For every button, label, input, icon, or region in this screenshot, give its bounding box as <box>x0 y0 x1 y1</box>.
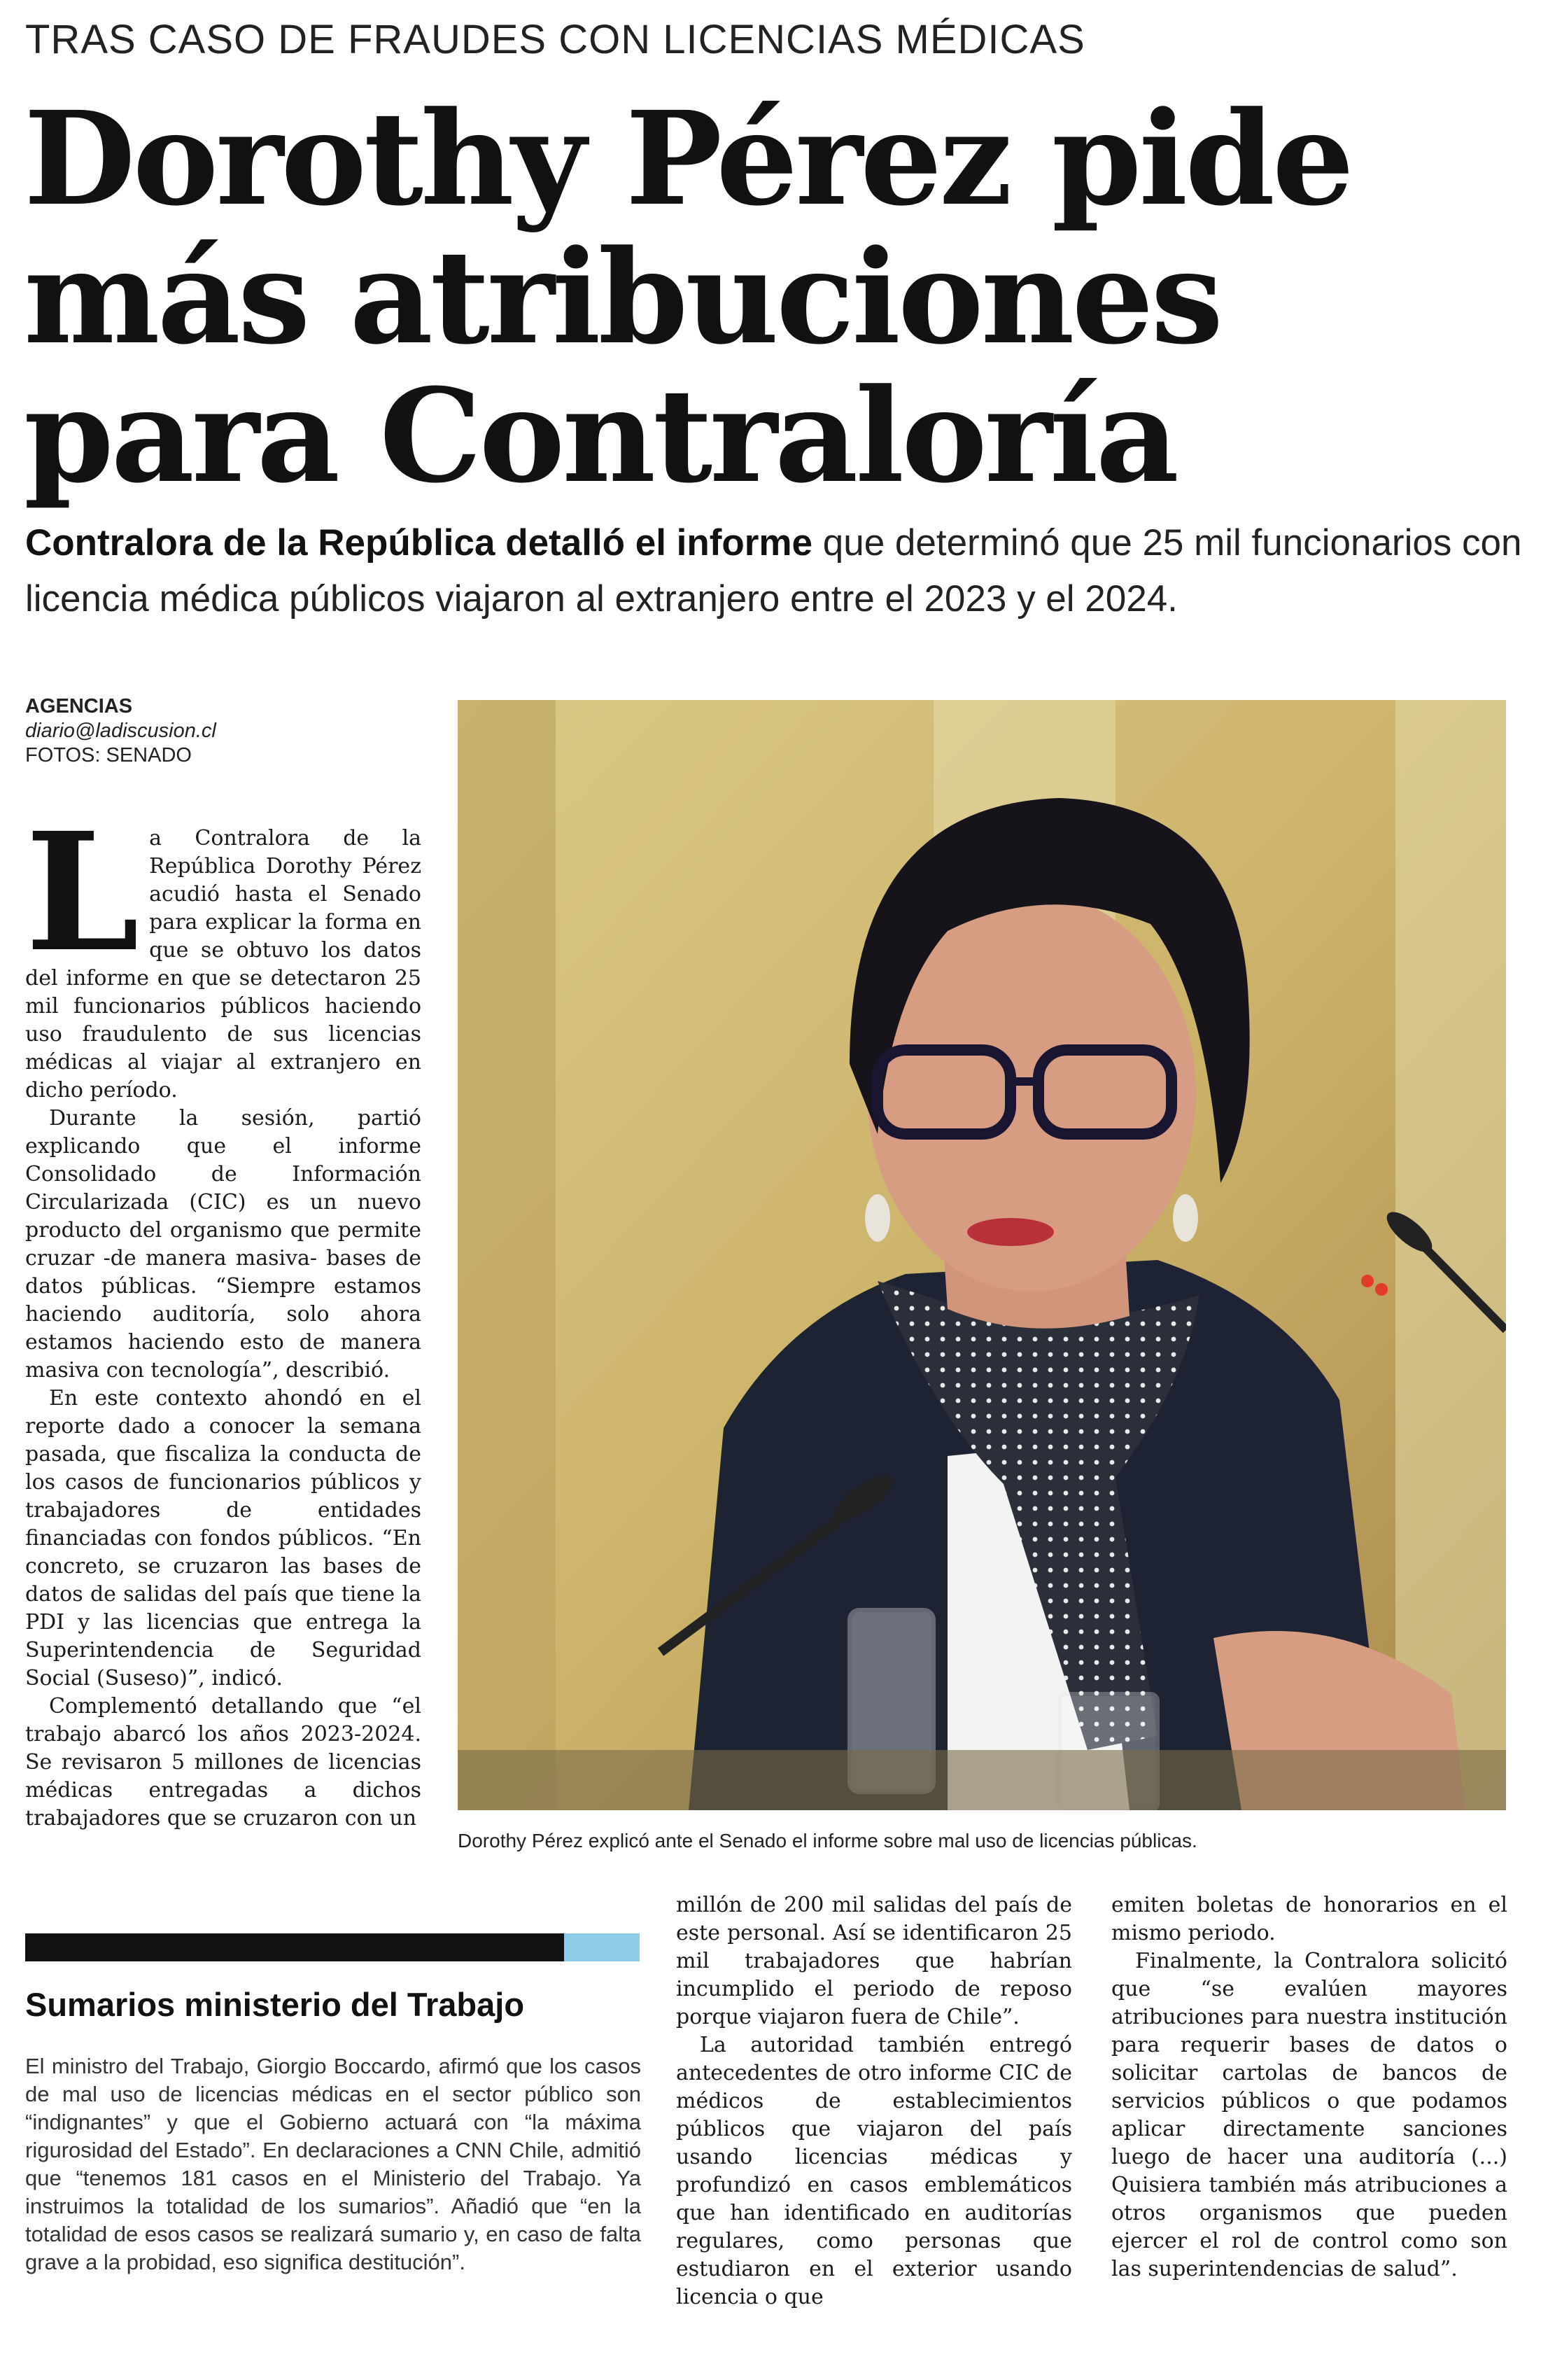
paragraph-4: Complementó detallando que “el trabajo abarcó los años 2023-2024. Se revisaron 5 millones de licencias médicas entregadas a dichos trabajadores que se cruzaron con un <box>25 1694 421 1830</box>
headline <box>24 83 1521 512</box>
sidebar-rule-black <box>25 1933 564 1961</box>
kicker: TRAS CASO DE FRAUDES CON LICENCIAS MÉDICAS <box>25 17 1085 62</box>
paragraph-2: Durante la sesión, partió explicando que el informe Consolidado de Información Circularizada (CIC) es un nuevo producto del organismo que permite cruzar -de manera masiva- bases de datos públicas. “Siempre estamos haciendo auditoría, solo ahora estamos haciendo esto de manera masiva con tecnología”, describió. <box>25 1106 421 1382</box>
body-column-2 <box>676 1891 1072 2311</box>
article-photo <box>458 700 1506 1810</box>
paragraph-1-text: a Contralora de la República Dorothy Pérez acudió hasta el Senado para explicar la forma en que se obtuvo los datos del informe en que se detectaron 25 mil funcionarios públicos haciendo uso fraudulento de sus licencias médicas al viajar al extranjero en dicho período. <box>25 826 421 1102</box>
headline-line-2: más atribuciones <box>24 222 1221 373</box>
sidebar-rule-blue <box>564 1933 640 1961</box>
deck-bold: Contralora de la República detalló el informe <box>25 522 813 564</box>
byline-name: AGENCIAS <box>25 695 133 718</box>
sidebar-title: Sumarios ministerio del Trabajo <box>25 1986 525 2023</box>
photo-caption: Dorothy Pérez explicó ante el Senado el informe sobre mal uso de licencias públicas. <box>458 1830 1197 1851</box>
byline <box>25 694 417 768</box>
drop-cap: L <box>25 797 140 988</box>
body-column-1 <box>25 797 421 1833</box>
paragraph-5: millón de 200 mil salidas del país de este personal. Así se identificaron 25 mil trabajadores que habrían incumplido el periodo de reposo porque viajaron fuera de Chile”. <box>676 1893 1072 2029</box>
photo-illustration <box>458 700 1506 1810</box>
deck-rest: que determinó que 25 mil funcionarios con licencia médica públicos viajaron al extranjero entre el 2023 y el 2024. <box>25 522 1522 620</box>
paragraph-7: emiten boletas de honorarios en el mismo periodo. <box>1111 1893 1507 1945</box>
headline-line-1: Dorothy Pérez pide <box>24 83 1352 234</box>
headline-line-3: para Contraloría <box>24 360 1176 512</box>
byline-email: diario@ladiscusion.cl <box>25 720 216 742</box>
body-column-3 <box>1111 1891 1507 2283</box>
paragraph-8: Finalmente, la Contralora solicitó que “se evalúen mayores atribuciones para nuestra institución para requerir bases de datos o solicitar cartolas de bancos de servicios públicos o que podamos aplicar directamente sanciones luego de hacer una auditoría (...) Quisiera también más atribuciones a otros organismos que pueden ejercer el rol de control como son las superintendencias de salud”. <box>1111 1949 1507 2281</box>
sidebar-text: El ministro del Trabajo, Giorgio Boccardo, afirmó que los casos de mal uso de licencias médicas en el sector público son “indignantes” y que el Gobierno actuará con “la máxima rigurosidad del Estado”. En declaraciones a CNN Chile, admitió que “tenemos 181 casos en el Ministerio del Trabajo. Ya instruimos la totalidad de los sumarios”. Añadió que “en la totalidad de esos casos se realizará sumario y, en caso de falta grave a la probidad, eso significa destitución”. <box>25 2054 641 2274</box>
deck <box>25 515 1530 627</box>
paragraph-1 <box>25 797 421 1105</box>
byline-photo-credit: FOTOS: SENADO <box>25 744 192 766</box>
paragraph-6: La autoridad también entregó antecedentes de otro informe CIC de médicos de establecimientos públicos que viajaron del país usando licencias médicas y profundizó en casos emblemáticos que han identificado en auditorías regulares, como personas que estudiaron en el exterior usando licencia o que <box>676 2033 1072 2309</box>
paragraph-3: En este contexto ahondó en el reporte dado a conocer la semana pasada, que fiscaliza la conducta de los casos de funcionarios públicos y trabajadores de entidades financiadas con fondos públicos. “En concreto, se cruzaron las bases de datos de salidas del país que tiene la PDI y las licencias que entrega la Superintendencia de Seguridad Social (Suseso)”, indicó. <box>25 1386 421 1690</box>
